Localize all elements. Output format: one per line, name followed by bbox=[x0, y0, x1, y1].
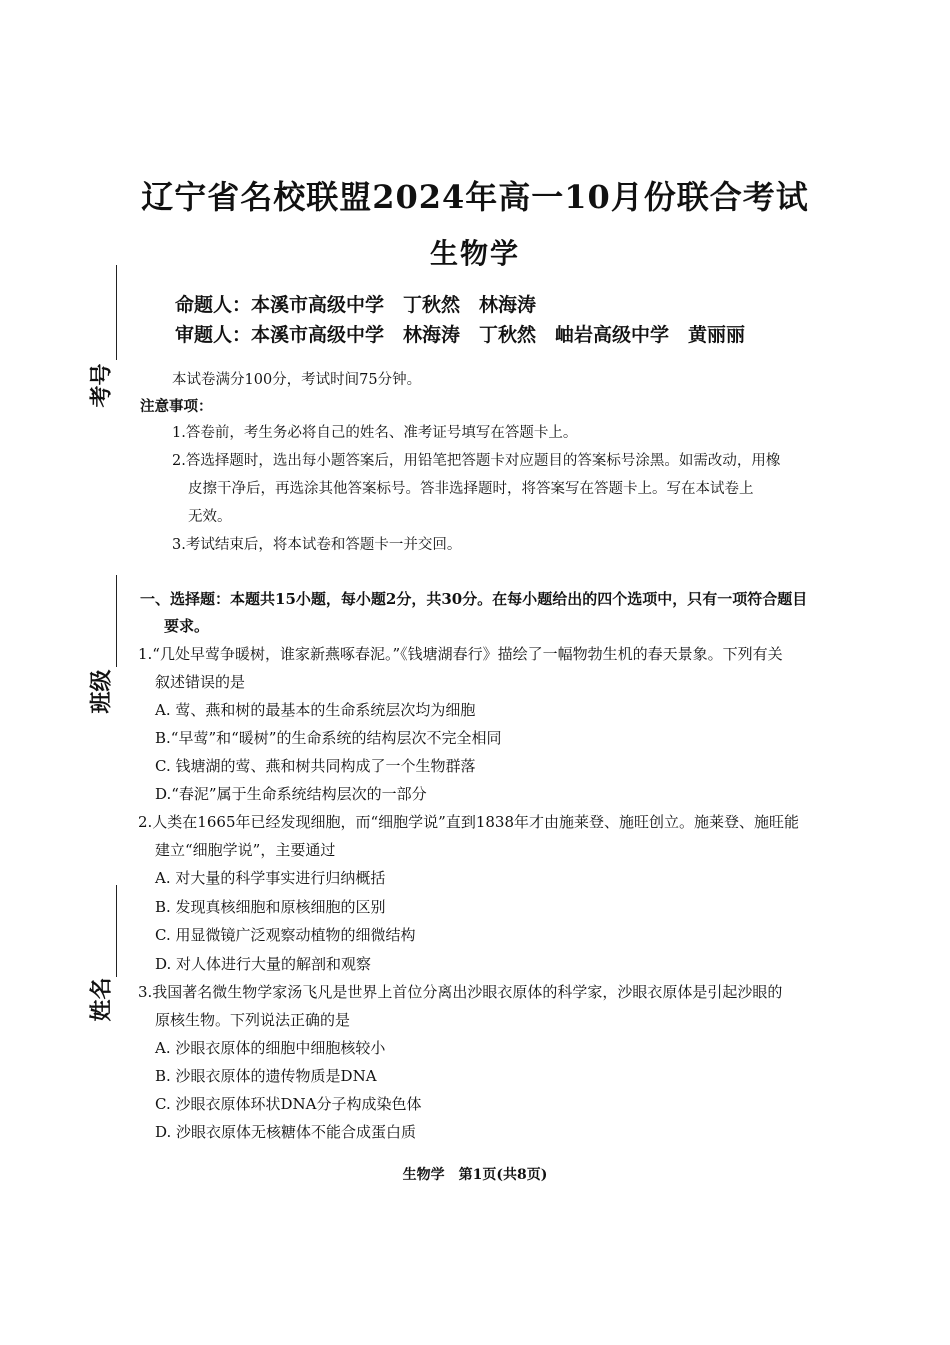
option-b: B. 沙眼衣原体的遗传物质是DNA bbox=[155, 1067, 377, 1085]
question-stem-cont: 原核生物。下列说法正确的是 bbox=[155, 1011, 351, 1029]
question-stem: 1.“几处早莺争暖树，谁家新燕啄春泥。”《钱塘湖春行》描绘了一幅物勃生机的春天景象。下列有关 bbox=[138, 645, 783, 663]
subject-title: 生物学 bbox=[429, 237, 520, 270]
notice-item: 皮擦干净后，再选涂其他答案标号。答非选择题时，将答案写在答题卡上。写在本试卷上 bbox=[188, 481, 754, 497]
exam-title: 辽宁省名校联盟2024年高一10月份联合考试 bbox=[141, 178, 809, 216]
exam-intro: 本试卷满分100分，考试时间75分钟。 bbox=[172, 372, 422, 388]
class-line bbox=[116, 575, 117, 667]
option-c: C. 沙眼衣原体环状DNA分子构成染色体 bbox=[155, 1095, 422, 1113]
option-a: A. 莺、燕和树的最基本的生命系统层次均为细胞 bbox=[155, 701, 476, 719]
option-d: D. 沙眼衣原体无核糖体不能合成蛋白质 bbox=[155, 1123, 417, 1141]
option-d: D. 对人体进行大量的解剖和观察 bbox=[155, 955, 372, 973]
option-b: B. 发现真核细胞和原核细胞的区别 bbox=[155, 898, 386, 916]
section-heading-cont: 要求。 bbox=[164, 617, 210, 635]
option-b: B.“早莺”和“暖树”的生命系统的结构层次不完全相同 bbox=[155, 729, 502, 747]
notice-item: 3.考试结束后，将本试卷和答题卡一并交回。 bbox=[172, 537, 462, 553]
option-c: C. 钱塘湖的莺、燕和树共同构成了一个生物群落 bbox=[155, 757, 476, 775]
exam-no-label: 考号 bbox=[89, 363, 115, 408]
option-a: A. 对大量的科学事实进行归纳概括 bbox=[155, 869, 386, 887]
notice-item: 2.答选择题时，选出每小题答案后，用铅笔把答题卡对应题目的答案标号涂黑。如需改动，用橡 bbox=[172, 453, 781, 469]
question-stem-cont: 叙述错误的是 bbox=[155, 673, 246, 691]
question-stem: 3.我国著名微生物学家汤飞凡是世界上首位分离出沙眼衣原体的科学家，沙眼衣原体是引起沙眼的 bbox=[138, 983, 783, 1001]
option-c: C. 用显微镜广泛观察动植物的细微结构 bbox=[155, 926, 416, 944]
notice-item: 1.答卷前，考生务必将自己的姓名、准考证号填写在答题卡上。 bbox=[172, 425, 578, 441]
notice-item: 无效。 bbox=[188, 509, 232, 525]
exam-no-line bbox=[116, 265, 117, 360]
question-stem-cont: 建立“细胞学说”，主要通过 bbox=[155, 841, 336, 859]
question-stem: 2.人类在1665年已经发现细胞，而“细胞学说”直到1838年才由施莱登、施旺创立。施莱登、施旺能 bbox=[138, 813, 799, 831]
option-d: D.“春泥”属于生命系统结构层次的一部分 bbox=[155, 785, 427, 803]
class-label: 班级 bbox=[89, 669, 115, 714]
option-a: A. 沙眼衣原体的细胞中细胞核较小 bbox=[155, 1039, 386, 1057]
reviewer-line: 审题人：本溪市高级中学 林海涛 丁秋然 岫岩高级中学 黄丽丽 bbox=[175, 324, 746, 346]
name-label: 姓名 bbox=[89, 977, 115, 1022]
name-line bbox=[116, 885, 117, 977]
page-footer: 生物学 第1页(共8页) bbox=[402, 1167, 548, 1183]
notice-heading: 注意事项： bbox=[140, 398, 213, 415]
setter-line: 命题人：本溪市高级中学 丁秋然 林海涛 bbox=[175, 294, 537, 316]
section-heading: 一、选择题：本题共15小题，每小题2分，共30分。在每小题给出的四个选项中，只有一项符合题目 bbox=[140, 590, 808, 608]
